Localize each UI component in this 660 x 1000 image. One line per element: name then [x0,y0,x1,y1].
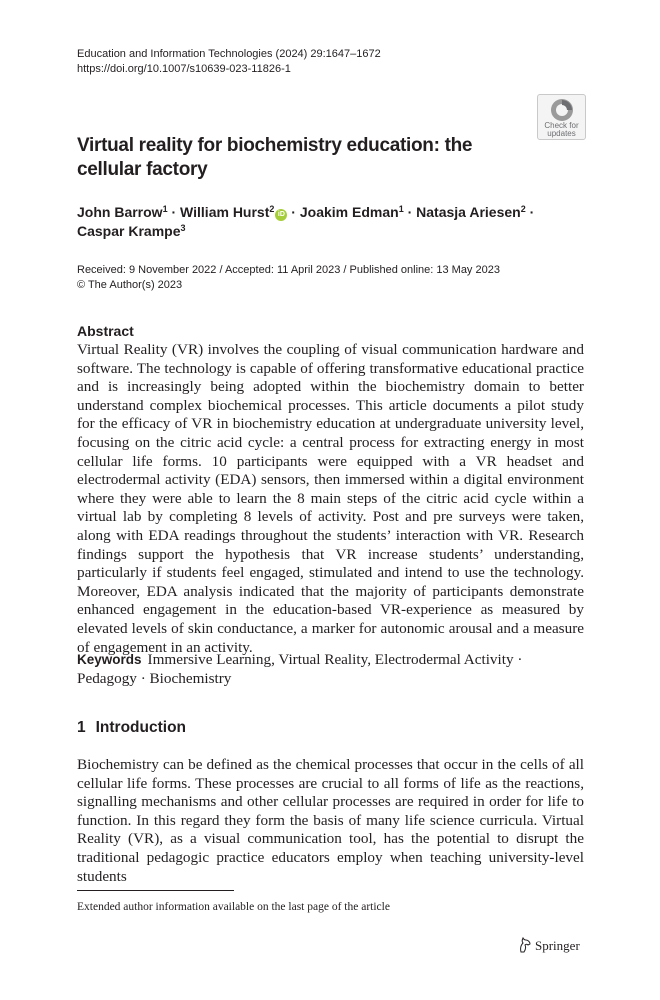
copyright-notice: © The Author(s) 2023 [77,279,183,291]
author-name[interactable]: Caspar Krampe [77,223,181,239]
author-list [77,203,547,241]
section-number: 1 [77,719,86,736]
keywords-label: Keywords [77,652,142,667]
introduction-text: Biochemistry can be defined as the chemical processes that occur in the cells of all cellular life forms. These processes are crucial to all forms of life as the reactions, signalling mechanisms and other cellular processes are required in order for life to function. In this regard they form the basis of many life science curricula. Virtual Reality (VR), as a visual communication tool, has the potential to disrupt the traditional pedagogic practice educators employ when teaching university-level students [77,756,584,885]
footnote-divider [77,890,234,891]
section-title: Introduction [95,719,187,736]
affiliation-marker: 3 [180,223,186,233]
author-separator: · [525,204,535,220]
springer-horse-icon [517,937,533,953]
author-name[interactable]: Joakim Edman [299,204,399,220]
keywords-section [77,650,584,688]
section-heading-introduction [77,719,186,737]
affiliation-marker: 2 [269,204,275,214]
author-separator: · [167,204,181,220]
publisher-name: Springer [535,938,580,953]
author-name[interactable]: William Hurst [180,204,270,220]
check-for-updates-badge[interactable] [537,94,586,140]
publisher-logo [517,937,580,954]
keywords-text: Immersive Learning, Virtual Reality, Electrodermal Activity · Pedagogy · Biochemistry [77,651,523,687]
author-separator: · [287,204,300,220]
check-for-updates-icon [549,98,575,122]
article-title: Virtual reality for biochemistry education: the cellular factory [77,135,473,180]
doi-link[interactable]: https://doi.org/10.1007/s10639-023-11826-1 [77,63,291,75]
footnote-text: Extended author information available on the last page of the article [77,901,390,913]
orcid-icon[interactable]: iD [275,209,287,221]
author-name[interactable]: John Barrow [77,204,163,220]
affiliation-marker: 1 [162,204,168,214]
check-badge-line-1: Check for [544,121,579,130]
journal-citation: Education and Information Technologies (2024) 29:1647–1672 [77,48,381,60]
author-name[interactable]: Natasja Ariesen [416,204,521,220]
publication-dates: Received: 9 November 2022 / Accepted: 11 April 2023 / Published online: 13 May 2023 [77,264,500,276]
affiliation-marker: 1 [398,204,404,214]
check-badge-line-2: updates [547,129,576,138]
author-separator: · [403,204,417,220]
abstract-heading: Abstract [77,323,134,339]
affiliation-marker: 2 [520,204,526,214]
abstract-text: Virtual Reality (VR) involves the coupling of visual communication hardware and software. The technology is capable of offering transformative educational practice and is increasingly being adopted within the biochemistry domain to better understand complex biochemical processes. This article documents a pilot study for the efficacy of VR in biochemistry education at undergraduate university level, focusing on the citric acid cycle: a central process for extracting energy in most cellular life forms. 10 participants were equipped with a VR headset and electrodermal activity (EDA) sensors, then immersed within a digital environment where they were able to learn the 8 main steps of the citric acid cycle within a virtual lab by completing 8 levels of activity. Post and pre surveys were taken, along with EDA readings throughout the students’ interaction with VR. Research findings support the hypothesis that VR increase students’ understanding, particularly if students feel engaged, stimulated and intend to use the technology. Moreover, EDA analysis indicated that the majority of participants demonstrate enhanced engagement in the education-based VR-experience as measured by elevated levels of skin conductance, a marker for autonomic arousal and a measure of engagement in an activity. [77,341,584,656]
